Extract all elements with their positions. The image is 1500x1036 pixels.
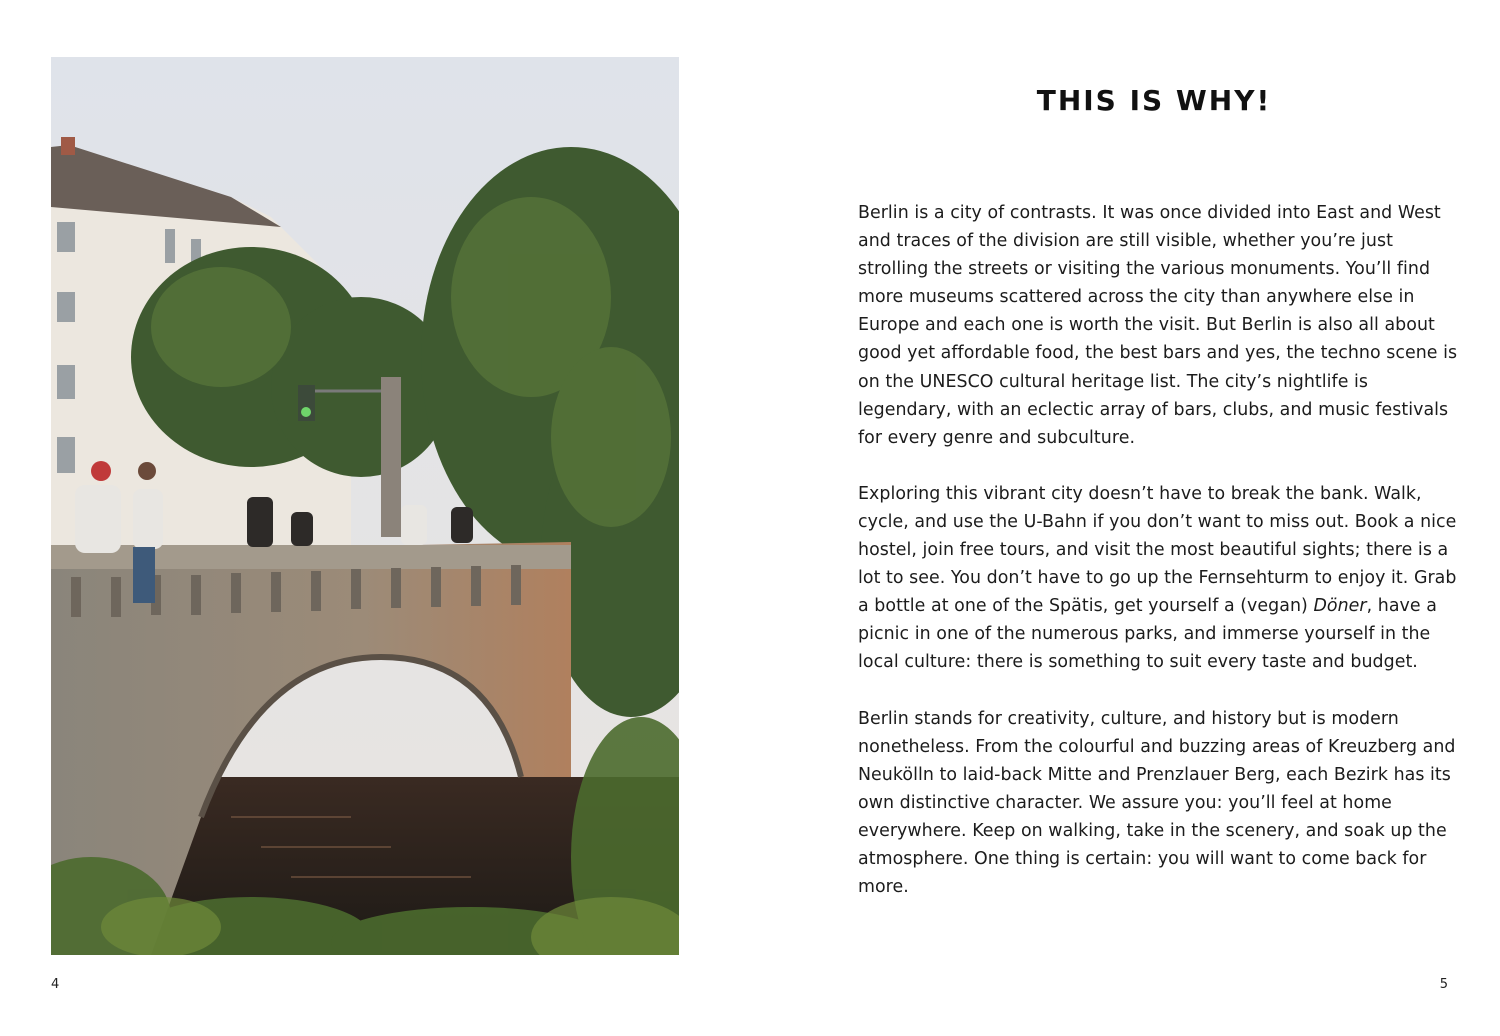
bridge-photo-illustration xyxy=(51,57,679,955)
paragraph-2 xyxy=(858,480,1458,677)
body-text xyxy=(858,199,1458,929)
paragraph-2-part-2: , have a picnic in one of the numerous parks, and immerse yourself in the local culture: there is something to suit every taste and budget. xyxy=(858,596,1437,673)
paragraph-3: Berlin stands for creativity, culture, and history but is modern nonetheless. From the colourful and buzzing areas of Kreuzberg and Neukölln to laid-back Mitte and Prenzlauer Berg, each Bezirk has its own distinctive character. We assure you: you’ll feel at home everywhere. Keep on walking, take in the scenery, and soak up the atmosphere. One thing is certain: you will want to come back for more. xyxy=(858,708,1456,898)
page-number-right: 5 xyxy=(1439,977,1448,992)
page-number-left: 4 xyxy=(51,977,60,992)
paragraph-1: Berlin is a city of contrasts. It was once divided into East and West and traces of the division are still visible, whether you’re just strolling the streets or visiting the various monuments. You’ll find more museums scattered across the city than anywhere else in Europe and each one is worth the visit. But Berlin is also all about good yet affordable food, the best bars and yes, the techno scene is on the UNESCO cultural heritage list. The city’s nightlife is legendary, with an eclectic array of bars, clubs, and music festivals for every genre and subculture. xyxy=(858,203,1458,448)
paragraph-2-part-1: Exploring this vibrant city doesn’t have to break the bank. Walk, cycle, and use the U-Bahn if you don’t want to miss out. Book a nice hostel, join free tours, and visit the most beautiful sights; there is a lot to see. You don’t have to go up the Fernsehturm to enjoy it. Grab a bottle at one of the Spätis, get yourself a (vegan) xyxy=(858,483,1457,617)
paragraph-2-italic: Döner xyxy=(1313,596,1367,617)
bridge-photo xyxy=(51,57,679,955)
page-heading: THIS IS WHY! xyxy=(1036,84,1272,117)
